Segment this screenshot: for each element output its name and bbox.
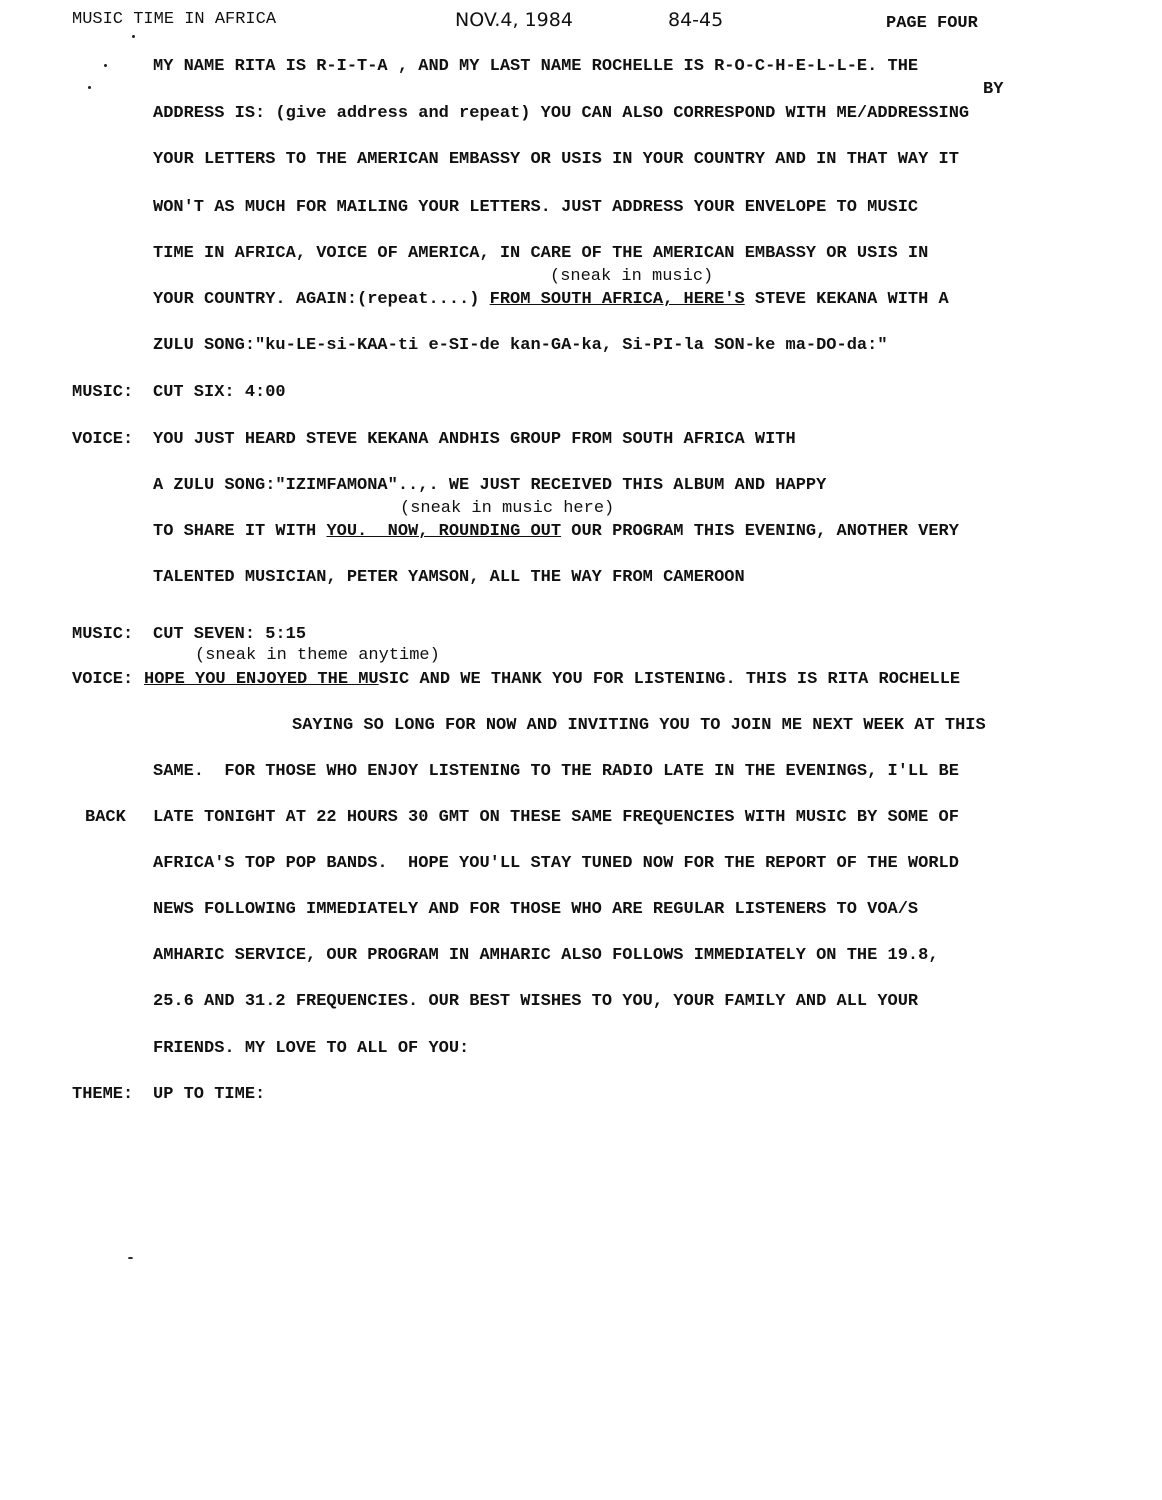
script-line: AMHARIC SERVICE, OUR PROGRAM IN AMHARIC ALSO FOLLOWS IMMEDIATELY ON THE 19.8,	[153, 946, 939, 965]
underlined-phrase: YOU. NOW, ROUNDING OUT	[326, 522, 562, 541]
stage-note: (sneak in theme anytime)	[195, 646, 440, 665]
script-line: MY NAME RITA IS R-I-T-A , AND MY LAST NAME ROCHELLE IS R-O-C-H-E-L-L-E. THE	[153, 57, 919, 76]
script-line: 25.6 AND 31.2 FREQUENCIES. OUR BEST WISHES TO YOU, YOUR FAMILY AND ALL YOUR	[153, 992, 919, 1011]
inserted-word: BY	[983, 80, 1004, 99]
line-part: TO SHARE IT WITH	[153, 522, 327, 541]
script-line: YOU JUST HEARD STEVE KEKANA ANDHIS GROUP FROM SOUTH AFRICA WITH	[153, 430, 796, 449]
script-line: AFRICA'S TOP POP BANDS. HOPE YOU'LL STAY TUNED NOW FOR THE REPORT OF THE WORLD	[153, 854, 959, 873]
script-line: FRIENDS. MY LOVE TO ALL OF YOU:	[153, 1039, 470, 1058]
program-title: MUSIC TIME IN AFRICA	[72, 10, 277, 29]
script-line	[144, 670, 960, 690]
script-line: ADDRESS IS: (give address and repeat) YOU CAN ALSO CORRESPOND WITH ME/ADDRESSING	[153, 104, 970, 123]
cue-label: MUSIC:	[72, 383, 134, 402]
script-line: SAME. FOR THOSE WHO ENJOY LISTENING TO THE RADIO LATE IN THE EVENINGS, I'LL BE	[153, 762, 959, 781]
page-number: PAGE FOUR	[886, 14, 978, 33]
cue-label: VOICE:	[72, 430, 134, 449]
script-line	[153, 290, 949, 310]
cue-label: MUSIC:	[72, 625, 134, 644]
line-part: STEVE KEKANA WITH A	[744, 290, 949, 309]
script-line	[153, 522, 959, 542]
cue-text: CUT SIX: 4:00	[153, 383, 286, 402]
underlined-phrase: FROM SOUTH AFRICA, HERE'S	[489, 290, 745, 309]
script-line: A ZULU SONG:"IZIMFAMONA"..,. WE JUST RECEIVED THIS ALBUM AND HAPPY	[153, 476, 827, 495]
margin-note: BACK	[85, 808, 126, 827]
underlined-phrase: HOPE YOU ENJOYED THE MU	[144, 670, 379, 689]
line-part: SIC AND WE THANK YOU FOR LISTENING. THIS IS RITA ROCHELLE	[378, 670, 961, 689]
script-line: SAYING SO LONG FOR NOW AND INVITING YOU TO JOIN ME NEXT WEEK AT THIS	[292, 716, 986, 735]
line-part: OUR PROGRAM THIS EVENING, ANOTHER VERY	[561, 522, 959, 541]
script-line: TIME IN AFRICA, VOICE OF AMERICA, IN CARE OF THE AMERICAN EMBASSY OR USIS IN	[153, 244, 929, 263]
script-line: NEWS FOLLOWING IMMEDIATELY AND FOR THOSE WHO ARE REGULAR LISTENERS TO VOA/S	[153, 900, 919, 919]
script-line: LATE TONIGHT AT 22 HOURS 30 GMT ON THESE SAME FREQUENCIES WITH MUSIC BY SOME OF	[153, 808, 959, 827]
script-line: WON'T AS MUCH FOR MAILING YOUR LETTERS. JUST ADDRESS YOUR ENVELOPE TO MUSIC	[153, 198, 919, 217]
cue-text: UP TO TIME:	[153, 1085, 266, 1104]
stage-note: (sneak in music here)	[400, 499, 615, 518]
stray-mark	[132, 35, 135, 38]
stray-mark	[128, 1257, 133, 1259]
episode-code: 84-45	[668, 9, 724, 31]
script-line: YOUR LETTERS TO THE AMERICAN EMBASSY OR USIS IN YOUR COUNTRY AND IN THAT WAY IT	[153, 150, 959, 169]
cue-text: CUT SEVEN: 5:15	[153, 625, 307, 644]
stray-mark	[104, 64, 107, 67]
stray-mark	[88, 86, 91, 89]
stage-note: (sneak in music)	[550, 267, 714, 286]
line-part: YOUR COUNTRY. AGAIN:(repeat....)	[153, 290, 490, 309]
date: NOV.4, 1984	[455, 9, 573, 31]
script-line: TALENTED MUSICIAN, PETER YAMSON, ALL THE WAY FROM CAMEROON	[153, 568, 745, 587]
cue-label: VOICE:	[72, 670, 134, 689]
cue-label: THEME:	[72, 1085, 134, 1104]
script-line: ZULU SONG:"ku-LE-si-KAA-ti e-SI-de kan-GA-ka, Si-PI-la SON-ke ma-DO-da:"	[153, 336, 888, 355]
